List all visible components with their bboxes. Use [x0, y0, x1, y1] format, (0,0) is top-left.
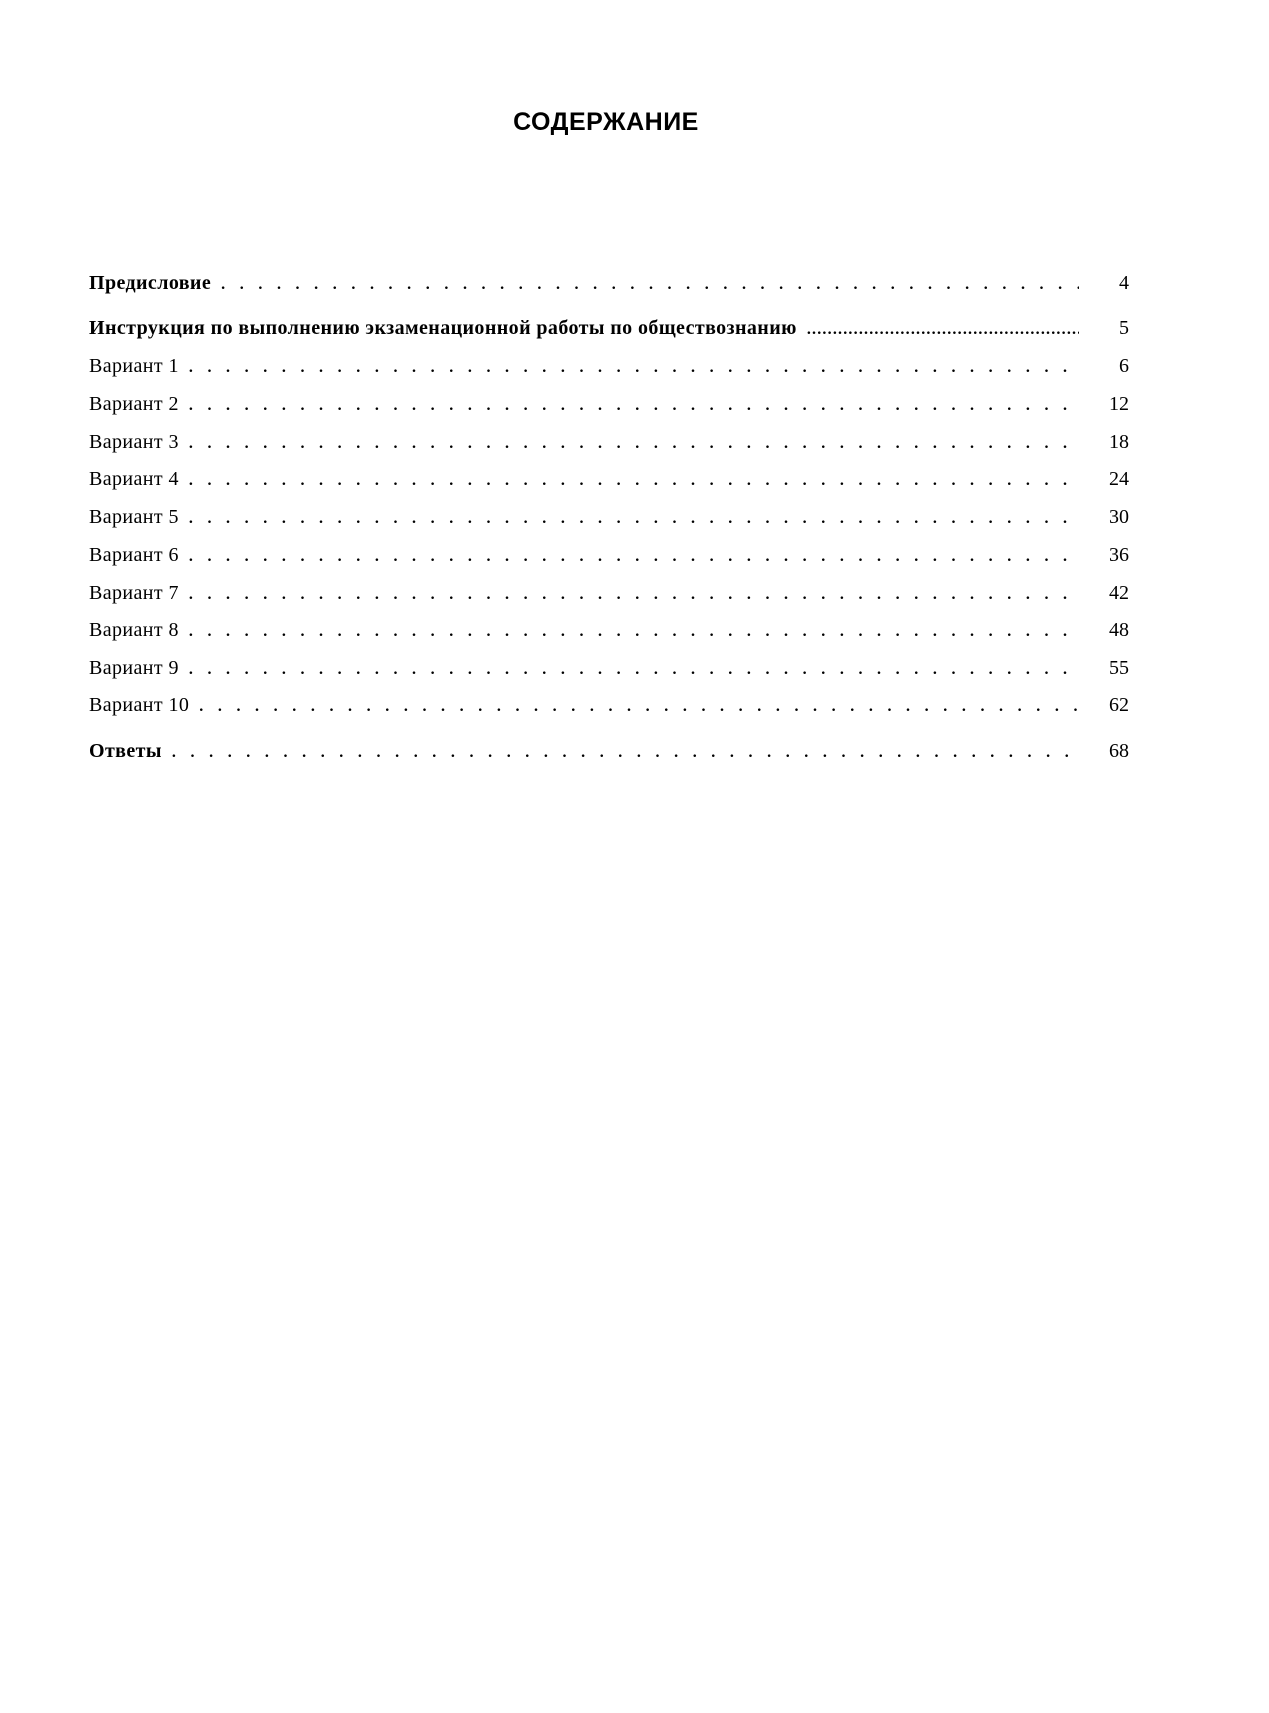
toc-page-number: 55 — [1109, 657, 1129, 679]
toc-entry-label: Вариант 7 — [89, 582, 179, 604]
toc-dot-leader — [189, 504, 1079, 534]
toc-dot-leader — [189, 391, 1079, 421]
toc-entry-variant-8[interactable] — [89, 615, 1129, 645]
toc-entry-label: Вариант 4 — [89, 468, 179, 490]
toc-entry-variant-6[interactable] — [89, 540, 1129, 570]
toc-entry-label: Ответы — [89, 740, 162, 762]
toc-dot-leader — [189, 617, 1079, 647]
toc-entry-instruction[interactable] — [89, 313, 1129, 343]
toc-entry-variant-3[interactable] — [89, 427, 1129, 457]
toc-entry-label: Инструкция по выполнению экзаменационной работы по обществознанию — [89, 317, 797, 339]
toc-entry-variant-7[interactable] — [89, 578, 1129, 608]
toc-entry-variant-9[interactable] — [89, 653, 1129, 683]
toc-dot-leader — [189, 542, 1079, 572]
toc-entry-variant-5[interactable] — [89, 502, 1129, 532]
toc-page-number: 4 — [1119, 272, 1129, 294]
toc-entry-label: Вариант 3 — [89, 431, 179, 453]
toc-entry-label: Вариант 10 — [89, 694, 190, 716]
toc-entry-variant-4[interactable] — [89, 464, 1129, 494]
toc-dot-leader — [189, 580, 1079, 610]
toc-page-number: 42 — [1109, 582, 1129, 604]
toc-page-number: 18 — [1109, 431, 1129, 453]
toc-page-number: 62 — [1109, 694, 1129, 716]
toc-entry-label: Вариант 5 — [89, 506, 179, 528]
toc-page-number: 5 — [1119, 317, 1129, 339]
toc-dot-leader — [189, 429, 1079, 459]
toc-entry-label: Вариант 1 — [89, 355, 179, 377]
page-title: СОДЕРЖАНИЕ — [513, 108, 699, 136]
toc-entry-preface[interactable] — [89, 268, 1129, 298]
toc-dot-leader — [189, 655, 1079, 685]
toc-entry-answers[interactable] — [89, 736, 1129, 766]
toc-page-number: 24 — [1109, 468, 1129, 490]
toc-dot-leader — [172, 738, 1079, 768]
toc-dot-leader — [807, 315, 1079, 345]
toc-entry-label: Вариант 8 — [89, 619, 179, 641]
toc-page-number: 6 — [1119, 355, 1129, 377]
toc-dot-leader — [189, 466, 1079, 496]
toc-entry-variant-1[interactable] — [89, 351, 1129, 381]
toc-dot-leader — [221, 270, 1079, 300]
toc-page-number: 30 — [1109, 506, 1129, 528]
toc-page-number: 48 — [1109, 619, 1129, 641]
toc-entry-label: Предисловие — [89, 272, 212, 294]
toc-entry-label: Вариант 6 — [89, 544, 179, 566]
toc-page-number: 36 — [1109, 544, 1129, 566]
toc-entry-label: Вариант 2 — [89, 393, 179, 415]
toc-entry-label: Вариант 9 — [89, 657, 179, 679]
toc-entry-variant-2[interactable] — [89, 389, 1129, 419]
toc-page-number: 68 — [1109, 740, 1129, 762]
toc-dot-leader — [199, 692, 1079, 722]
toc-dot-leader — [189, 353, 1079, 383]
toc-page-number: 12 — [1109, 393, 1129, 415]
toc-entry-variant-10[interactable] — [89, 690, 1129, 720]
